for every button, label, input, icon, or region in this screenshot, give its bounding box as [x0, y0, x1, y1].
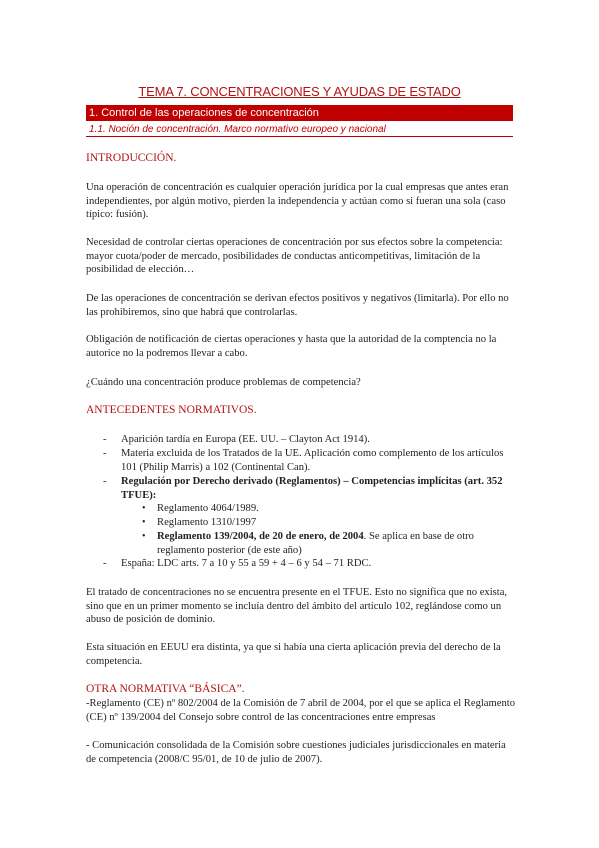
list-dash: -	[103, 558, 107, 569]
list-item-4: España: LDC arts. 7 a 10 y 55 a 59 + 4 – 6 y 54 – 71 RDC.	[121, 558, 372, 569]
list-dash: -	[103, 434, 107, 445]
bullet-icon: •	[142, 517, 146, 528]
bullet-icon: •	[142, 531, 146, 542]
list-dash: -	[103, 448, 107, 459]
list-item-3: Regulación por Derecho derivado (Reglamentos) – Competencias implícitas (art. 352 TFUE):	[121, 476, 503, 501]
bullet-icon: •	[142, 503, 146, 514]
subsection-heading: 1.1. Noción de concentración. Marco normativo europeo y nacional	[86, 123, 513, 137]
antecedentes-heading: ANTECEDENTES NORMATIVOS.	[86, 404, 257, 416]
antecedentes-paragraph-1: El tratado de concentraciones no se encuentra presente en el TFUE. Esto no significa que no exista, sino que en un primer momento se incluía dentro del ámbito del artículo 102, reglándose como un abuso de posición de dominio.	[86, 587, 508, 626]
intro-heading: INTRODUCCIÓN.	[86, 152, 177, 164]
intro-paragraph-3: De las operaciones de concentración se derivan efectos positivos y negativos (limitarla). Por ello no las prohibiremos, sino que habrá que controlarlas.	[86, 293, 509, 318]
intro-paragraph-5: ¿Cuándo una concentración produce problemas de competencia?	[86, 377, 361, 388]
sub-item-2: Reglamento 1310/1997	[157, 517, 257, 528]
intro-paragraph-1: Una operación de concentración es cualquier operación jurídica por la cual empresas que antes eran independientes, por algún motivo, pierden la independencia y actúan como si fueran una sola (caso típico: fusión).	[86, 182, 509, 221]
otra-normativa-heading: OTRA NORMATIVA “BÁSICA”.	[86, 683, 245, 695]
page-title: TEMA 7. CONCENTRACIONES Y AYUDAS DE ESTADO	[138, 84, 461, 99]
list-item-1: Aparición tardía en Europa (EE. UU. – Clayton Act 1914).	[121, 434, 370, 445]
sub-item-1: Reglamento 4064/1989.	[157, 503, 259, 514]
list-item-2: Materia excluida de los Tratados de la UE. Aplicación como complemento de los artículos 101 (Philip Marris) a 102 (Continental Can).	[121, 448, 504, 473]
otra-normativa-paragraph-2: - Comunicación consolidada de la Comisión sobre cuestiones judiciales jurisdiccionales en materia de competencia (2008/C 95/01, de 10 de julio de 2007).	[86, 740, 506, 765]
sub-item-3-bold: Reglamento 139/2004, de 20 de enero, de 2004	[157, 531, 364, 542]
otra-normativa-paragraph-1: -Reglamento (CE) nº 802/2004 de la Comisión de 7 abril de 2004, por el que se aplica el Reglamento (CE) nº 139/2004 del Consejo sobre control de las concentraciones entre empresas	[86, 698, 515, 723]
antecedentes-paragraph-2: Esta situación en EEUU era distinta, ya que si había una cierta aplicación previa del derecho de la competencia.	[86, 642, 501, 667]
sub-item-3	[157, 530, 517, 557]
intro-paragraph-2: Necesidad de controlar ciertas operaciones de concentración por sus efectos sobre la competencia: mayor cuota/poder de mercado, posibilidades de conductas anticompetitivas, limitación de la posibilidad de elección…	[86, 237, 503, 276]
list-dash: -	[103, 476, 107, 487]
intro-paragraph-4: Obligación de notificación de ciertas operaciones y hasta que la autoridad de la comptencia no la autorice no la podremos llevar a cabo.	[86, 334, 497, 359]
sub-item-3-rest: . Se aplica en base de otro reglamento posterior (de este año)	[157, 531, 474, 556]
section-heading: 1. Control de las operaciones de concentración	[86, 105, 513, 121]
